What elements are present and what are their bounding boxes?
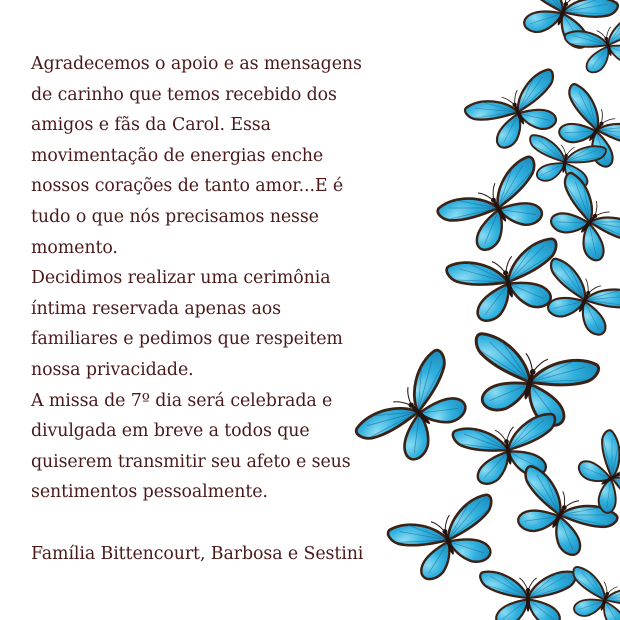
message-line: íntima reservada apenas aos <box>31 298 281 319</box>
message-line: nossa privacidade. <box>31 359 194 380</box>
message-line: A missa de 7º dia será celebrada e <box>31 390 333 411</box>
butterfly-icon <box>480 572 576 620</box>
message-line: divulgada em breve a todos que <box>31 421 310 442</box>
message-line: Decidimos realizar uma cerimônia <box>31 268 331 289</box>
message-line: de carinho que temos recebido dos <box>31 84 337 105</box>
message-line: quiserem transmitir seu afeto e seus <box>31 451 351 472</box>
message-line: Agradecemos o apoio e as mensagens <box>31 54 362 74</box>
message-line: familiares e pedimos que respeitem <box>31 329 343 350</box>
message-line: nossos corações de tanto amor...E é <box>31 176 344 197</box>
butterfly-icon <box>464 68 573 157</box>
family-signature: Família Bittencourt, Barbosa e Sestini <box>31 543 364 564</box>
butterfly-icon <box>506 0 619 56</box>
message-line: movimentação de energias enche <box>31 145 324 166</box>
message-line: tudo o que nós precisamos nesse <box>31 206 319 227</box>
message-line: sentimentos pessoalmente. <box>31 482 268 503</box>
butterfly-icon <box>354 348 483 477</box>
butterfly-icon <box>460 332 600 433</box>
message-line: amigos e fãs da Carol. Essa <box>31 115 271 136</box>
message-line: momento. <box>31 237 118 258</box>
